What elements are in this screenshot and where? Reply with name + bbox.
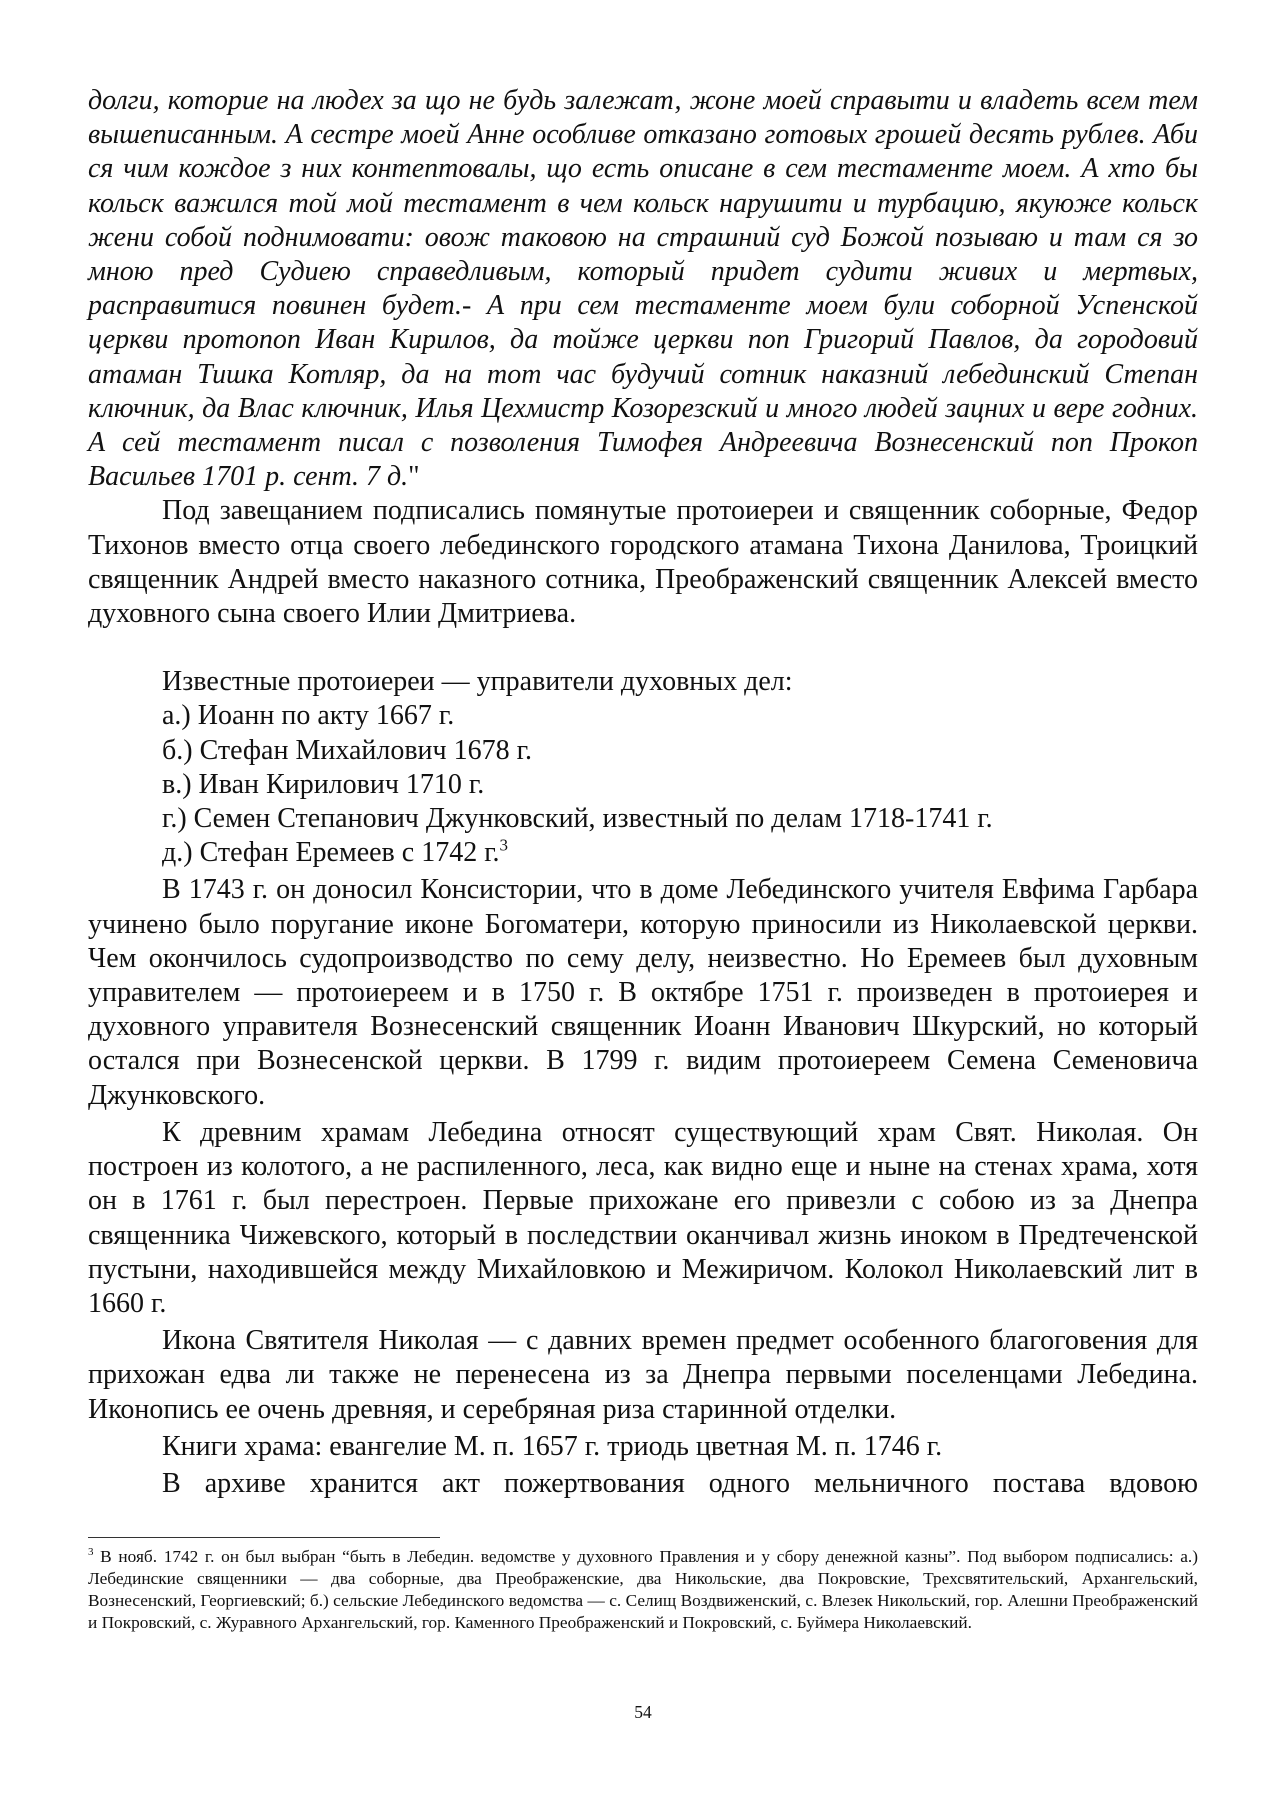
main-text: [88, 84, 1198, 1501]
archpriest-list-item: в.) Иван Кирилович 1710 г.: [162, 768, 485, 800]
archpriest-list-item: а.) Иоанн по акту 1667 г.: [162, 700, 455, 732]
footnote-text: В нояб. 1742 г. он был выбран “быть в Лебедин. ведомстве у духовного Правления и у сбору денежной казны”. Под выбором подписались: а.) Лебединские священники — два соборные, два Преображенские, два Никольские, два Покровские, Трехсвятительский, Архангельский, Вознесенский, Георгиевский; б.) сельские Лебединского ведомства — с. Селищ Воздвиженский, с. Влезек Никольский, гор. Алешни Преображенский и Покровский, с. Журавного Архангельский, гор. Каменного Преображенский и Покровский, с. Буймера Николаевский.: [88, 1547, 1198, 1632]
paragraph-books: Книги храма: евангелие М. п. 1657 г. триодь цветная М. п. 1746 г.: [162, 1430, 943, 1462]
paragraph-icon: Икона Святителя Николая — с давних времен предмет особенного благоговения для прихожан едва ли также не перенесена из за Днепра первыми поселенцами Лебедина. Иконопись ее очень древняя, и серебряная риза старинной отделки.: [88, 1325, 1198, 1425]
archpriest-list-item: г.) Семен Степанович Джунковский, известный по делам 1718-1741 г.: [162, 803, 993, 835]
footnote-reference[interactable]: 3: [499, 835, 509, 855]
archpriests-list-intro: Известные протоиереи — управители духовных дел:: [162, 666, 793, 698]
quote-closing-mark: ": [408, 461, 420, 493]
footnote-separator: [88, 1537, 440, 1538]
archpriest-list-item: б.) Стефан Михайлович 1678 г.: [162, 734, 532, 766]
footnote-number: 3: [88, 1546, 94, 1559]
archpriest-list-item-last: [88, 836, 1198, 870]
signatures-paragraph: Под завещанием подписались помянутые протоиереи и священник соборные, Федор Тихонов вместо отца своего лебединского городского атамана Тихона Данилова, Троицкий священник Андрей вместо наказного сотника, Преображенский священник Алексей вместо духовного сына своего Илии Дмитриева.: [88, 495, 1198, 630]
quote-paragraph: [88, 84, 1198, 494]
testament-quote: долги, которие на людех за що не будь залежат, жоне моей справыти и владеть всем тем вышеписанным. А сестре моей Анне особливе отказано готовых грошей десять рублев. Аби ся чим кождое з них контептовалы, що есть описане в сем тестаменте моем. А хто бы кольск важился той мой тестамент в чем кольск нарушити и турбацию, якуюже кольск жени собой поднимовати: овож таковою на страшний суд Божой позываю и там ся зо мною пред Судиею справедливым, который придет судити живих и мертвых, расправитися повинен будет.- А при сем тестаменте моем були соборной Успенской церкви протопоп Иван Кирилов, да тойже церкви поп Григорий Павлов, да городовий атаман Тишка Котляр, да на тот час будучий сотник наказний лебединский Степан ключник, да Влас ключник, Илья Цехмистр Козорезский и много людей зацних и вере годних. А сей тестамент писал с позволения Тимофея Андреевича Вознесенский поп Прокоп Васильев 1701 р. сент. 7 д.: [88, 85, 1198, 493]
page-number: 54: [634, 1702, 652, 1722]
archpriest-list-item-text: д.) Стефан Еремеев с 1742 г.: [162, 837, 500, 869]
paragraph-1743: В 1743 г. он доносил Консистории, что в доме Лебединского учителя Евфима Гарбара учинено было поругание иконе Богоматери, которую приносили из Николаевской церкви. Чем окончилось судопроизводство по сему делу, неизвестно. Но Еремеев был духовным управителем — протоиереем и в 1750 г. В октябре 1751 г. произведен в протоиерея и духовного управителя Вознесенский священник Иоанн Иванович Шкурский, но который остался при Вознесенской церкви. В 1799 г. видим протоиереем Семена Семеновича Джунковского.: [88, 874, 1198, 1111]
footnote: [88, 1546, 1198, 1634]
paragraph-nicholas-church: К древним храмам Лебедина относят существующий храм Свят. Николая. Он построен из колотого, а не распиленного, леса, как видно еще и ныне на стенах храма, хотя он в 1761 г. был перестроен. Первые прихожане его привезли с собою из за Днепра священника Чижевского, который в последствии оканчивал жизнь иноком в Предтеченской пустыни, находившейся между Михайловкою и Межиричом. Колокол Николаевский лит в 1660 г.: [88, 1116, 1198, 1319]
paragraph-archive: В архиве хранится акт пожертвования одного мельничного постава вдовою: [162, 1467, 1198, 1499]
paragraph-gap: [88, 631, 1198, 665]
